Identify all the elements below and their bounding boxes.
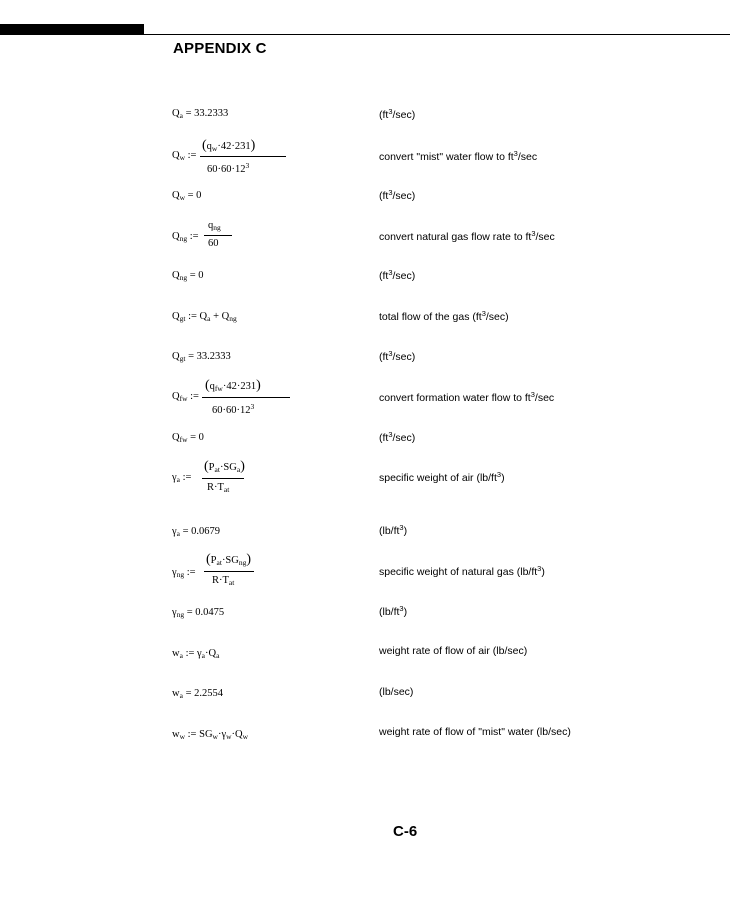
desc-qw-units: $(ft^3/\sec)$ (379, 188, 416, 202)
appendix-heading: APPENDIX C (173, 40, 267, 57)
header-black-bar (0, 24, 144, 35)
page-number: C-6 (393, 823, 418, 840)
desc-qa-units: $(ft^3/\sec)$ (379, 107, 416, 121)
header-rule (144, 34, 730, 35)
desc-gamma-a-def: specific weight of air $(lb/ft^3)$ (379, 470, 505, 484)
equation-gamma-ng-value: $\gamma_{ng} = 0.0475$ (172, 607, 225, 619)
desc-gamma-ng-def: specific weight of natural gas $(lb/ft^3)$ (379, 564, 545, 578)
desc-wa-def: weight rate of flow of air (lb/sec) (379, 645, 528, 657)
equation-wa-def: $w_a$ := $\gamma_a\cdot Q_a$ (172, 648, 220, 660)
equation-qng-value: $Q_{ng} = 0$ (172, 270, 204, 282)
desc-wa-units: (lb/sec) (379, 686, 414, 698)
equation-gamma-a-value: $\gamma_a = 0.0679$ (172, 526, 221, 538)
equation-ww-def: $w_w$ := $SG_w\cdot\gamma_w\cdot Q_w$ (172, 729, 249, 741)
desc-qfw-def: convert formation water flow to $ft^3/\sec$ (379, 390, 555, 404)
desc-ww-def: weight rate of flow of "mist" water (lb/sec) (379, 726, 571, 738)
equation-qw-value: $Q_w = 0$ (172, 190, 202, 202)
equation-qgt-value: $Q_{gt} = 33.2333$ (172, 351, 231, 363)
equation-qfw-value: $Q_{fw} = 0$ (172, 432, 204, 444)
desc-qgt-units: $(ft^3/\sec)$ (379, 349, 416, 363)
desc-qw-def: convert "mist" water flow to $ft^3/\sec$ (379, 149, 538, 163)
desc-gamma-ng-units: $(lb/ft^3)$ (379, 604, 408, 618)
equation-qa-value: $Q_a = 33.2333$ (172, 108, 229, 120)
desc-qgt-def: total flow of the gas $(ft^3/\sec)$ (379, 309, 509, 323)
desc-qfw-units: $(ft^3/\sec)$ (379, 430, 416, 444)
equation-wa-value: $w_a = 2.2554$ (172, 688, 223, 700)
desc-qng-def: convert natural gas flow rate to $ft^3/\sec$ (379, 229, 555, 243)
equation-qgt-def: $Q_{gt}$ := $Q_a + Q_{ng}$ (172, 311, 237, 323)
desc-qng-units: $(ft^3/\sec)$ (379, 268, 416, 282)
desc-gamma-a-units: $(lb/ft^3)$ (379, 523, 408, 537)
